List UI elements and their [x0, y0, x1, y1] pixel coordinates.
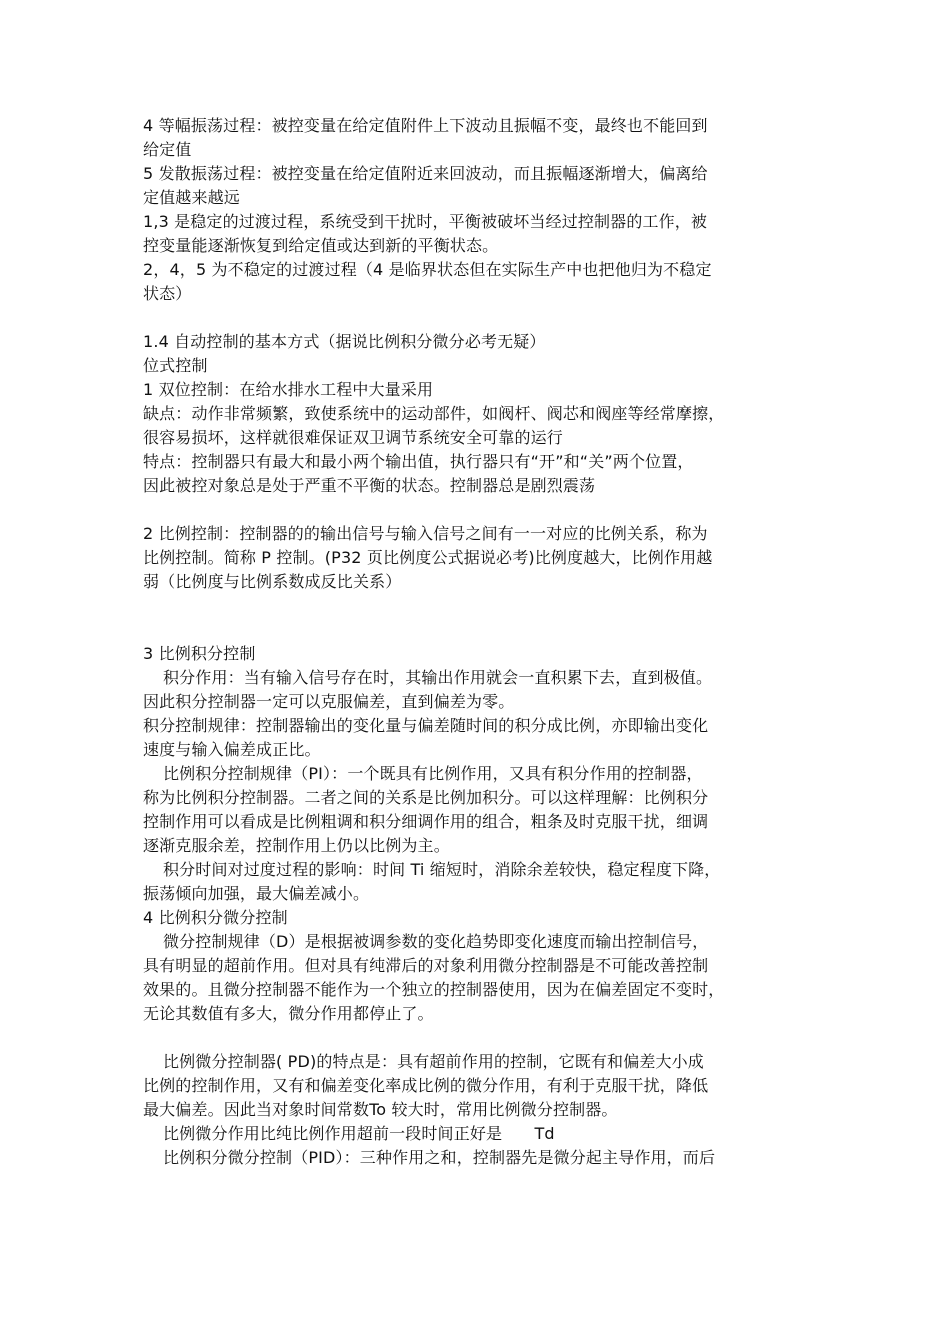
- text-line: 特点：控制器只有最大和最小两个输出值，执行器只有“开”和“关”两个位置，: [143, 452, 694, 471]
- text-line: 积分时间对过度过程的影响：时间 Ti 缩短时，消除余差较快，稳定程度下降，: [163, 860, 721, 879]
- text-line: 4 等幅振荡过程：被控变量在给定值附件上下波动且振幅不变，最终也不能回到: [143, 116, 708, 135]
- text-line: 1 双位控制：在给水排水工程中大量采用: [143, 380, 434, 399]
- blank-line: [143, 1026, 807, 1050]
- text-line: 比例积分微分控制（PID）：三种作用之和，控制器先是微分起主导作用，而后: [163, 1148, 716, 1167]
- text-line: 定值越来越远: [143, 188, 240, 207]
- text-line: 振荡倾向加强，最大偏差减小。: [143, 884, 370, 903]
- text-line: 比例控制。简称 P 控制。(P32 页比例度公式据说必考)比例度越大，比例作用越: [143, 548, 713, 567]
- text-line: 积分控制规律：控制器输出的变化量与偏差随时间的积分成比例，亦即输出变化: [143, 716, 709, 735]
- text-line: 2 比例控制：控制器的的输出信号与输入信号之间有一一对应的比例关系，称为: [143, 524, 708, 543]
- text-line: 最大偏差。因此当对象时间常数To 较大时，常用比例微分控制器。: [143, 1100, 618, 1119]
- section-heading: 3 比例积分控制: [143, 644, 256, 663]
- text-line: 无论其数值有多大，微分作用都停止了。: [143, 1004, 434, 1023]
- text-line: 缺点：动作非常频繁，致使系统中的运动部件，如阀杆、阀芯和阀座等经常摩擦，: [143, 404, 725, 423]
- text-line: 比例微分控制器( PD)的特点是：具有超前作用的控制，它既有和偏差大小成: [163, 1052, 704, 1071]
- text-line: 比例微分作用比纯比例作用超前一段时间正好是 Td: [163, 1124, 555, 1143]
- blank-line: [143, 306, 807, 330]
- text-line: 比例积分控制规律（PI）：一个既具有比例作用，又具有积分作用的控制器，: [163, 764, 703, 783]
- text-line: 具有明显的超前作用。但对具有纯滞后的对象利用微分控制器是不可能改善控制: [143, 956, 709, 975]
- text-line: 因此被控对象总是处于严重不平衡的状态。控制器总是剧烈震荡: [143, 476, 596, 495]
- section-heading: 4 比例积分微分控制: [143, 908, 288, 927]
- text-line: 弱（比例度与比例系数成反比关系）: [143, 572, 402, 591]
- text-line: 1,3 是稳定的过渡过程，系统受到干扰时，平衡被破坏当经过控制器的工作，被: [143, 212, 708, 231]
- text-line: 5 发散振荡过程：被控变量在给定值附近来回波动，而且振幅逐渐增大，偏离给: [143, 164, 708, 183]
- text-line: 积分作用：当有输入信号存在时，其输出作用就会一直积累下去，直到极值。: [163, 668, 713, 687]
- blank-line: [143, 498, 807, 522]
- text-line: 给定值: [143, 140, 192, 159]
- text-line: 逐渐克服余差，控制作用上仍以比例为主。: [143, 836, 450, 855]
- text-line: 比例的控制作用，又有和偏差变化率成比例的微分作用，有利于克服干扰，降低: [143, 1076, 709, 1095]
- text-line: 控制作用可以看成是比例粗调和积分细调作用的组合，粗条及时克服干扰，细调: [143, 812, 709, 831]
- text-line: 效果的。且微分控制器不能作为一个独立的控制器使用，因为在偏差固定不变时，: [143, 980, 725, 999]
- text-line: 控变量能逐渐恢复到给定值或达到新的平衡状态。: [143, 236, 499, 255]
- text-line: 称为比例积分控制器。二者之间的关系是比例加积分。可以这样理解：比例积分: [143, 788, 709, 807]
- blank-lines: [143, 594, 807, 642]
- section-heading: 1.4 自动控制的基本方式（据说比例积分微分必考无疑）: [143, 332, 546, 351]
- text-line: 状态）: [143, 284, 192, 303]
- text-line: 2，4，5 为不稳定的过渡过程（4 是临界状态但在实际生产中也把他归为不稳定: [143, 260, 712, 279]
- document-body: [143, 114, 807, 1170]
- text-line: 因此积分控制器一定可以克服偏差，直到偏差为零。: [143, 692, 515, 711]
- text-line: 位式控制: [143, 356, 208, 375]
- text-line: 微分控制规律（D）是根据被调参数的变化趋势即变化速度而输出控制信号，: [163, 932, 709, 951]
- text-line: 速度与输入偏差成正比。: [143, 740, 321, 759]
- text-line: 很容易损坏，这样就很难保证双卫调节系统安全可靠的运行: [143, 428, 563, 447]
